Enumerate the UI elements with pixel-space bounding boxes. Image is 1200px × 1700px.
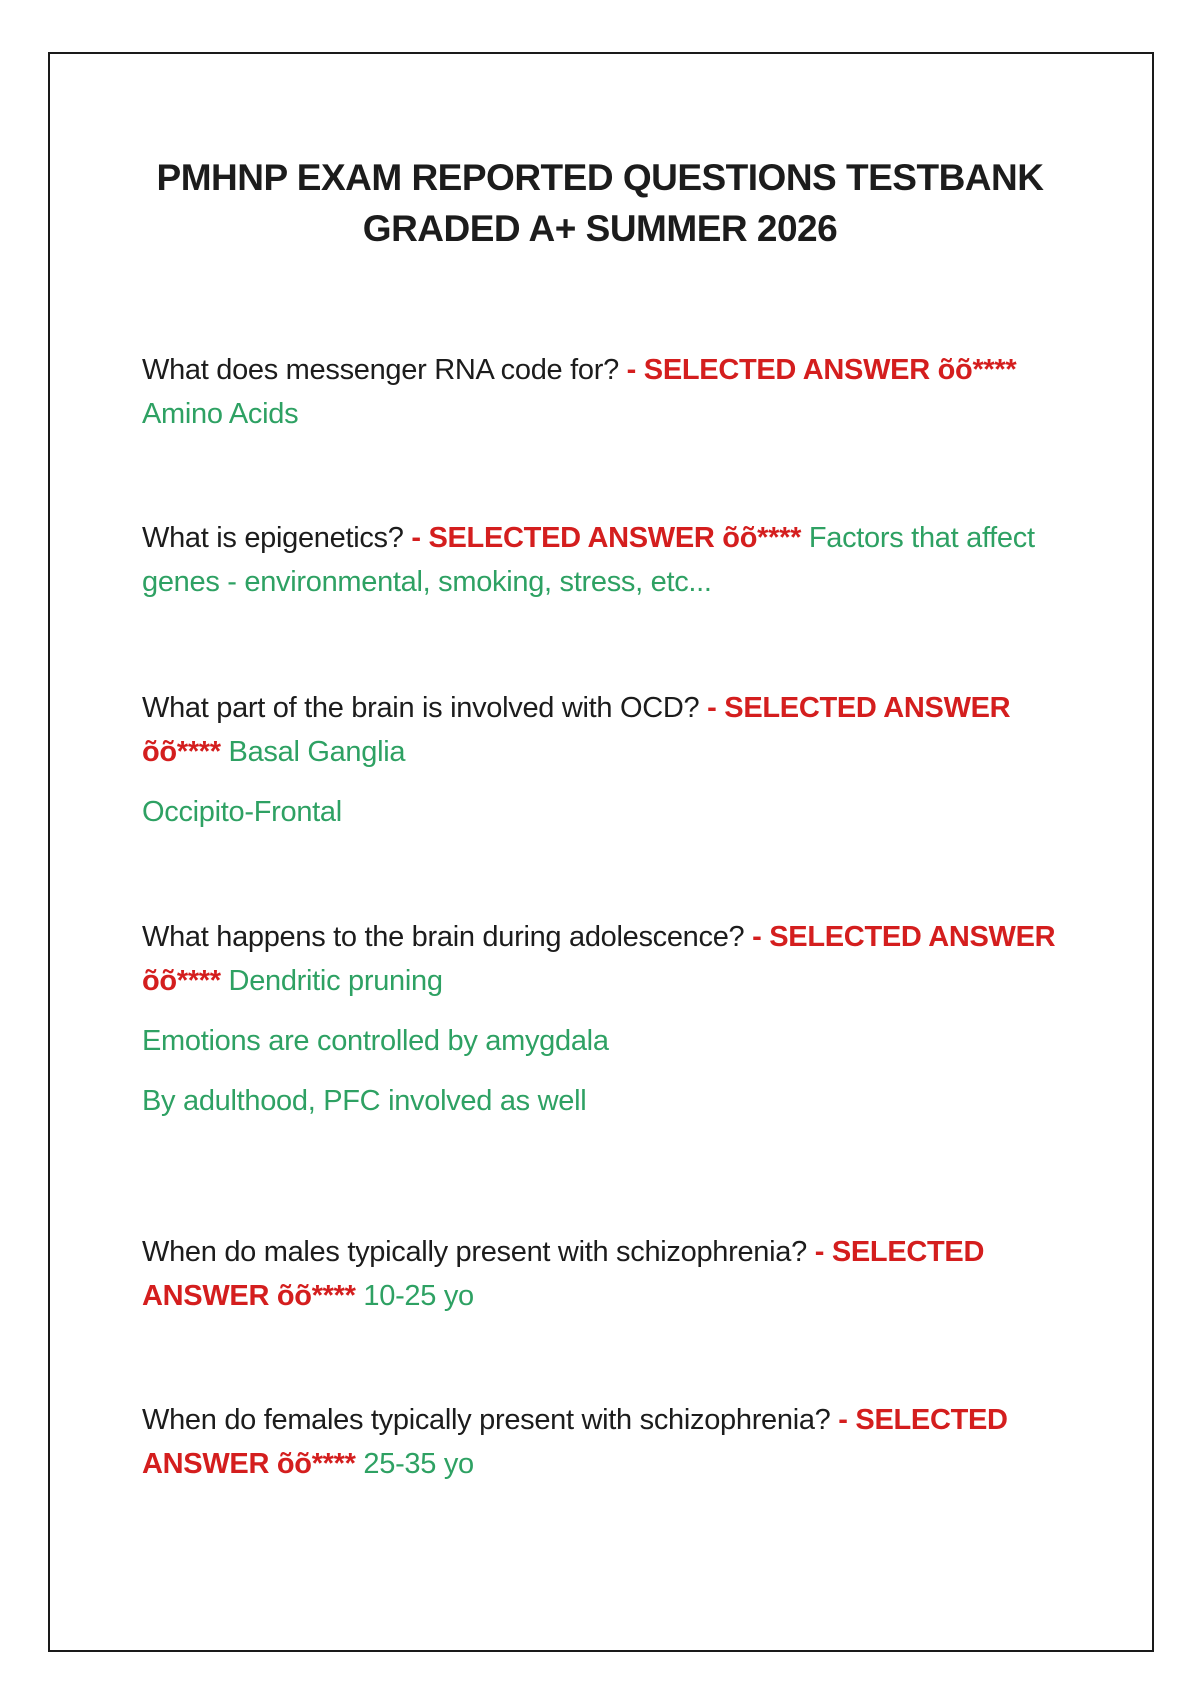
answer-text: Dendritic pruning [228,965,443,997]
qa-item-females-schizophrenia [142,1398,1062,1486]
question-text: What part of the brain is involved with OCD? [142,692,700,724]
qa-item-ocd-brain [142,686,1062,834]
answer-glyph: õõ**** [276,1280,356,1312]
answer-extra-line: Emotions are controlled by amygdala [142,1025,609,1057]
question-text: What is epigenetics? [142,522,404,554]
selected-answer-marker: - SELECTED ANSWER [626,354,930,386]
answer-text: Amino Acids [142,398,299,430]
answer-text: Basal Ganglia [228,736,406,768]
question-text: When do males typically present with schizophrenia? [142,1236,807,1268]
question-text: What does messenger RNA code for? [142,354,619,386]
selected-answer-marker: - SELECTED ANSWER [411,522,715,554]
answer-glyph: õõ**** [276,1448,356,1480]
answer-extra-line: Occipito-Frontal [142,796,342,828]
title-line-2: GRADED A+ SUMMER 2026 [362,208,838,249]
answer-text: 10-25 yo [363,1280,474,1312]
title-line-1: PMHNP EXAM REPORTED QUESTIONS TESTBANK [156,157,1044,198]
document-title [60,152,1140,254]
qa-item-messenger-rna [142,348,1062,436]
question-text: When do females typically present with schizophrenia? [142,1404,831,1436]
answer-extra-line: By adulthood, PFC involved as well [142,1085,587,1117]
selected-answer-marker: - SELECTED ANSWER [707,692,1011,724]
answer-glyph: õõ**** [937,354,1017,386]
answer-glyph: õõ**** [142,965,221,997]
qa-item-adolescence [142,915,1062,1123]
qa-item-males-schizophrenia [142,1230,1062,1318]
answer-glyph: õõ**** [142,736,221,768]
answer-glyph: õõ**** [722,522,802,554]
question-text: What happens to the brain during adolescence? [142,921,745,953]
selected-answer-marker: - SELECTED ANSWER [752,921,1056,953]
answer-text: 25-35 yo [363,1448,474,1480]
answer-text: Factors that affect genes - environmental, smoking, stress, etc... [142,522,1035,598]
selected-answer-marker: - SELECTED ANSWER [142,1236,985,1312]
qa-item-epigenetics [142,516,1062,604]
selected-answer-marker: - SELECTED ANSWER [142,1404,1008,1480]
